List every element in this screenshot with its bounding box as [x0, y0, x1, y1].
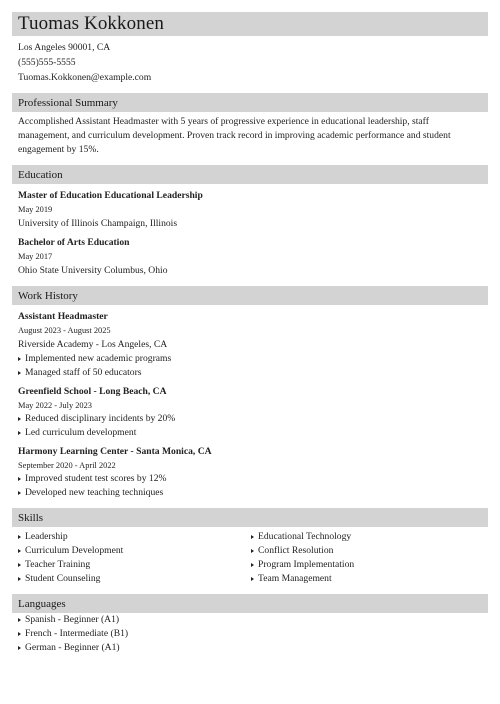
list-item [18, 472, 482, 486]
candidate-name: Tuomas Kokkonen [18, 13, 164, 34]
summary-body [12, 115, 488, 157]
skills-right-column [249, 530, 482, 586]
list-item [18, 627, 482, 641]
bullet-icon [251, 549, 254, 553]
job-date: May 2022 - July 2023 [18, 401, 92, 410]
list-item [251, 530, 482, 544]
language-text: French - Intermediate (B1) [25, 628, 129, 639]
job-title: Assistant Headmaster [18, 311, 108, 322]
job-entry [18, 385, 482, 440]
job-entry [18, 310, 482, 380]
skill-text: Educational Technology [258, 531, 352, 542]
bullet-icon [18, 618, 21, 622]
contact-email: Tuomas.Kokkonen@example.com [18, 72, 152, 83]
skills-section-header [12, 508, 488, 527]
list-item [18, 426, 482, 440]
bullet-icon [18, 357, 21, 361]
bullet-icon [18, 632, 21, 636]
bullet-icon [18, 563, 21, 567]
language-text: German - Beginner (A1) [25, 642, 120, 653]
list-item [18, 572, 249, 586]
bullet-icon [251, 563, 254, 567]
job-title: Greenfield School - Long Beach, CA [18, 386, 167, 397]
skills-left-column [18, 530, 249, 586]
work-body [12, 310, 488, 500]
contact-phone: (555)555-5555 [18, 57, 76, 68]
bullet-text: Managed staff of 50 educators [25, 367, 142, 378]
education-title: Education [18, 168, 63, 181]
job-title: Harmony Learning Center - Santa Monica, CA [18, 446, 212, 457]
skill-text: Team Management [258, 573, 332, 584]
skills-title: Skills [18, 511, 44, 524]
job-employer: Riverside Academy - Los Angeles, CA [18, 339, 168, 350]
bullet-text: Improved student test scores by 12% [25, 473, 167, 484]
list-item [18, 558, 249, 572]
list-item [251, 544, 482, 558]
languages-list [18, 613, 482, 655]
list-item [18, 544, 249, 558]
languages-body [12, 613, 488, 655]
bullet-text: Developed new teaching techniques [25, 487, 164, 498]
job-bullets [18, 472, 482, 500]
summary-text: Accomplished Assistant Headmaster with 5 years of progressive experience in educational leadership, staff management, and curriculum development. Proven track record in improving academic performance and student engagement by 15%. [18, 116, 451, 155]
bullet-text: Led curriculum development [25, 427, 137, 438]
contact-info [12, 40, 488, 85]
list-item [18, 486, 482, 500]
languages-title: Languages [18, 597, 66, 610]
bullet-text: Implemented new academic programs [25, 353, 172, 364]
list-item [18, 366, 482, 380]
list-item [18, 641, 482, 655]
work-title: Work History [18, 289, 78, 302]
skills-body [12, 530, 488, 586]
degree-date: May 2019 [18, 205, 53, 214]
skill-text: Conflict Resolution [258, 545, 334, 556]
bullet-icon [18, 577, 21, 581]
summary-title: Professional Summary [18, 96, 118, 109]
bullet-icon [18, 477, 21, 481]
skill-text: Program Implementation [258, 559, 355, 570]
bullet-text: Reduced disciplinary incidents by 20% [25, 413, 176, 424]
list-item [18, 412, 482, 426]
bullet-icon [18, 646, 21, 650]
list-item [251, 572, 482, 586]
education-body [12, 189, 488, 278]
list-item [251, 558, 482, 572]
education-section-header [12, 165, 488, 184]
bullet-icon [18, 549, 21, 553]
degree-title: Bachelor of Arts Education [18, 237, 130, 248]
school-name: Ohio State University Columbus, Ohio [18, 265, 168, 276]
job-entry [18, 445, 482, 500]
list-item [18, 613, 482, 627]
school-name: University of Illinois Champaign, Illinois [18, 218, 178, 229]
job-bullets [18, 412, 482, 440]
skill-text: Curriculum Development [25, 545, 124, 556]
language-text: Spanish - Beginner (A1) [25, 614, 120, 625]
name-header [12, 12, 488, 36]
education-entry [18, 189, 482, 231]
work-section-header [12, 286, 488, 305]
job-bullets [18, 352, 482, 380]
languages-section-header [12, 594, 488, 613]
job-date: September 2020 - April 2022 [18, 461, 116, 470]
list-item [18, 352, 482, 366]
bullet-icon [18, 417, 21, 421]
degree-date: May 2017 [18, 252, 53, 261]
list-item [18, 530, 249, 544]
bullet-icon [18, 535, 21, 539]
bullet-icon [18, 371, 21, 375]
education-entry [18, 236, 482, 278]
contact-address: Los Angeles 90001, CA [18, 42, 111, 53]
job-date: August 2023 - August 2025 [18, 326, 111, 335]
skill-text: Student Counseling [25, 573, 101, 584]
summary-section-header [12, 93, 488, 112]
bullet-icon [251, 577, 254, 581]
skill-text: Teacher Training [25, 559, 91, 570]
bullet-icon [251, 535, 254, 539]
skill-text: Leadership [25, 531, 68, 542]
skills-columns [18, 530, 482, 586]
degree-title: Master of Education Educational Leadership [18, 190, 203, 201]
bullet-icon [18, 431, 21, 435]
bullet-icon [18, 491, 21, 495]
